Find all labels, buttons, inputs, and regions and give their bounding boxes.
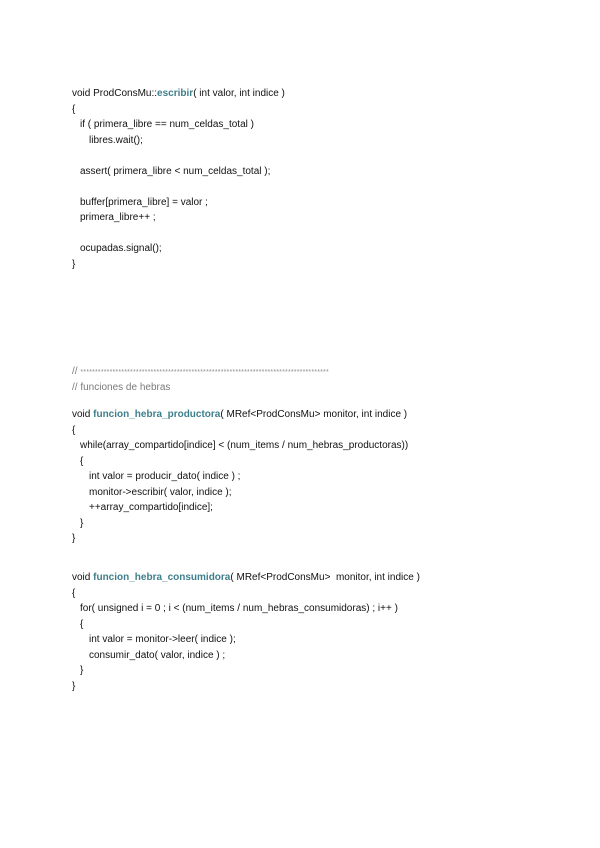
code-line: } — [80, 665, 84, 676]
code-line: { — [80, 618, 84, 630]
signature-params: ( int valor, int indice ) — [193, 88, 285, 99]
code-line: } — [72, 533, 76, 544]
code-line: while(array_compartido[indice] < (num_items / num_hebras_productoras)) — [80, 440, 409, 451]
code-line: primera_libre++ ; — [80, 212, 156, 223]
code-line: int valor = producir_dato( indice ) ; — [89, 471, 241, 482]
function-signature — [72, 570, 572, 586]
code-line: ocupadas.signal(); — [80, 243, 162, 254]
code-line: if ( primera_libre == num_celdas_total ) — [80, 119, 254, 130]
code-line: } — [72, 680, 76, 692]
function-name: escribir — [157, 88, 194, 99]
code-line: } — [72, 258, 76, 270]
comment-stars: ************************************************************************************* — [80, 369, 329, 376]
blank-line — [72, 148, 572, 164]
comment-block — [72, 364, 572, 395]
code-block-escribir — [72, 86, 572, 272]
function-signature — [72, 86, 572, 102]
code-line: int valor = monitor->leer( indice ); — [89, 634, 236, 645]
code-line: } — [80, 517, 84, 529]
code-block-productora — [72, 407, 572, 547]
code-line: { — [72, 424, 76, 436]
signature-prefix: void ProdConsMu:: — [72, 88, 158, 99]
code-line: { — [72, 103, 76, 115]
section-comment: // funciones de hebras — [72, 381, 171, 393]
blank-line — [72, 179, 572, 195]
signature-params: ( MRef<ProdConsMu> monitor, int indice ) — [220, 409, 408, 420]
signature-prefix: void — [72, 409, 94, 420]
signature-params: ( MRef<ProdConsMu> monitor, int indice ) — [230, 572, 420, 583]
code-line: monitor->escribir( valor, indice ); — [89, 486, 232, 498]
comment-prefix: // — [72, 366, 81, 377]
code-line: assert( primera_libre < num_celdas_total ); — [80, 165, 271, 177]
code-line: libres.wait(); — [89, 134, 143, 146]
code-line: { — [72, 587, 76, 599]
function-signature — [72, 407, 572, 423]
function-name: funcion_hebra_productora — [93, 409, 221, 420]
code-line: buffer[primera_libre] = valor ; — [80, 196, 208, 208]
signature-prefix: void — [72, 572, 94, 583]
function-name: funcion_hebra_consumidora — [93, 572, 231, 583]
code-block-consumidora — [72, 570, 572, 694]
separator-comment — [72, 364, 572, 380]
code-line: consumir_dato( valor, indice ) ; — [89, 649, 226, 661]
code-line: ++array_compartido[indice]; — [89, 502, 213, 513]
code-line: { — [80, 455, 84, 467]
code-line: for( unsigned i = 0 ; i < (num_items / num_hebras_consumidoras) ; i++ ) — [80, 603, 398, 614]
blank-line — [72, 226, 572, 242]
